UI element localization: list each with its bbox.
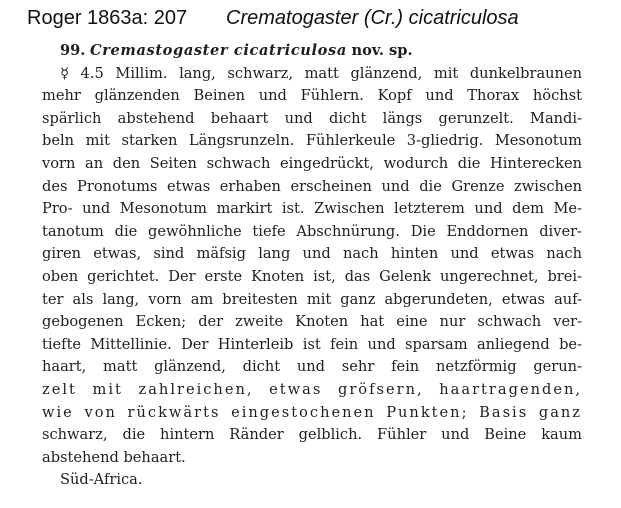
text-line: tanotum die gewöhnliche tiefe Abschnürung. Die Enddornen diver- [42,222,582,240]
text-line: Pro- und Mesonotum markirt ist. Zwischen letzterem und dem Me- [42,200,582,218]
text-line: spärlich abstehend behaart und dicht längs gerunzelt. Mandi- [42,109,582,127]
text-line: ☿ 4.5 Millim. lang, schwarz, matt glänzend, mit dunkelbraunen [60,64,582,82]
text-line: wie von rückwärts eingestochenen Punkten; Basis ganz [42,403,582,421]
species-status: nov. sp. [351,42,413,59]
text-line: vorn an den Seiten schwach eingedrückt, wodurch die Hinterecken [42,154,582,172]
species-name: Cremastogaster cicatriculosa [90,42,347,59]
text-line: tiefte Mittellinie. Der Hinterleib ist fein und sparsam anliegend be- [42,335,582,353]
text-line: gebogenen Ecken; der zweite Knoten hat eine nur schwach ver- [42,313,582,331]
species-description [42,40,582,492]
text-line: giren etwas, sind mäfsig lang und nach hinten und etwas nach [42,245,582,263]
page-header [0,0,621,38]
entry-number: 99. [60,42,86,59]
text-line: zelt mit zahlreichen, etwas gröfsern, haartragenden, [42,380,582,398]
text-line: schwarz, die hintern Ränder gelblich. Fühler und Beine kaum [42,426,582,444]
text-line: des Pronotums etwas erhaben erscheinen und die Grenze zwischen [42,177,582,195]
text-line: ter als lang, vorn am breitesten mit ganz abgerundeten, etwas auf- [42,290,582,308]
locality: Süd-Africa. [60,471,143,489]
text-line: haart, matt glänzend, dicht und sehr fein netzförmig gerun- [42,358,582,376]
text-line: oben gerichtet. Der erste Knoten ist, das Gelenk ungerechnet, brei- [42,267,582,285]
text-line: mehr glänzenden Beinen und Fühlern. Kopf und Thorax höchst [42,87,582,105]
entry-heading [42,40,582,63]
text-line: beln mit starken Längsrunzeln. Fühlerkeule 3-gliedrig. Mesonotum [42,132,582,150]
text-line: abstehend behaart. [42,448,186,466]
citation-label: Roger 1863a: 207 [27,7,188,29]
taxon-name: Crematogaster (Cr.) cicatriculosa [226,7,519,29]
